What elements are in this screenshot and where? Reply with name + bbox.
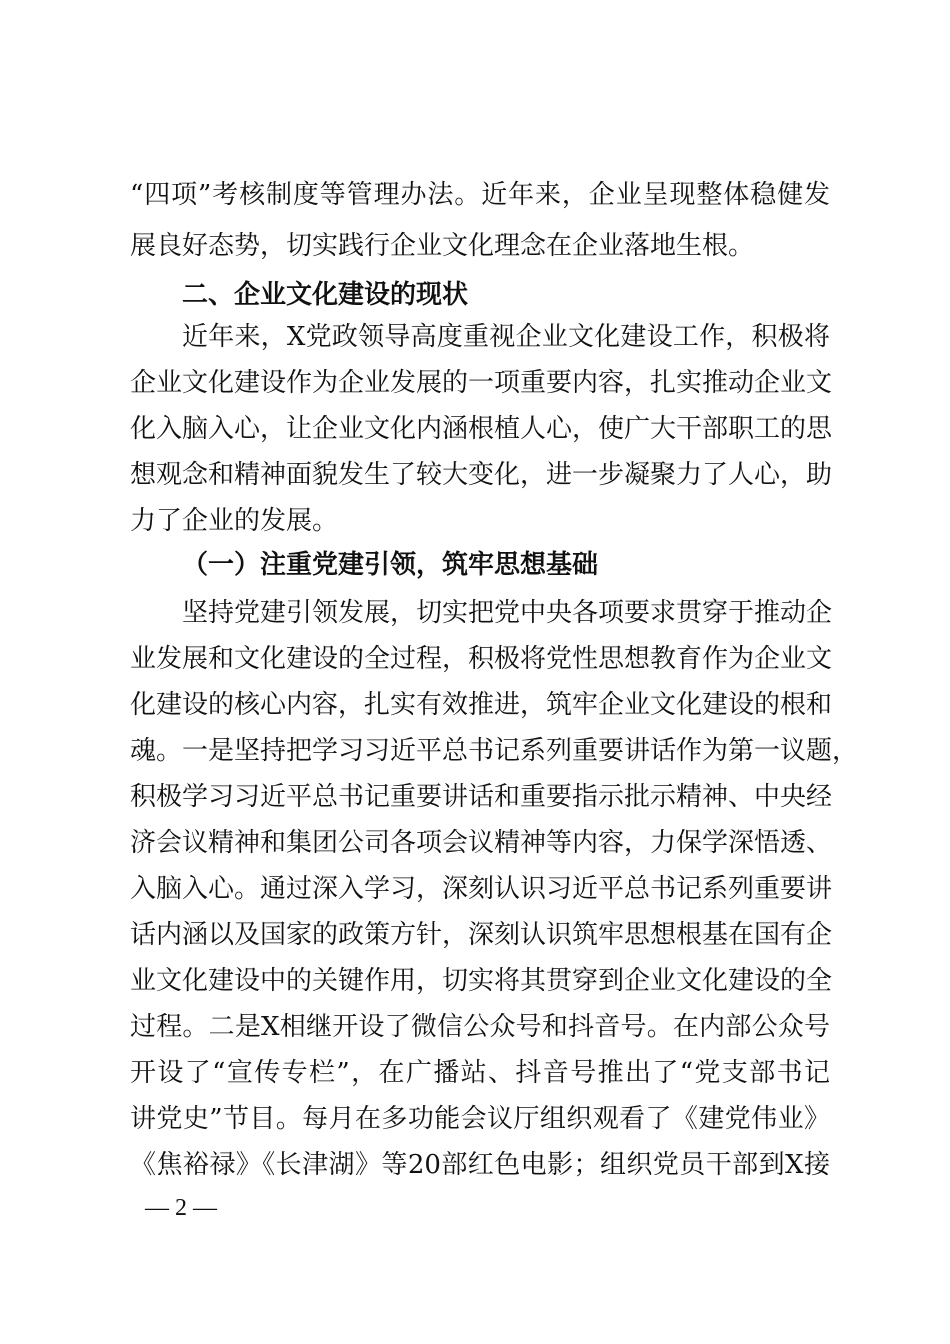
body-text-line: 入脑入心。通过深入学习，深刻认识习近平总书记系列重要讲 — [130, 874, 833, 904]
body-text-line: 《焦裕禄》《长津湖》等20部红色电影；组织党员干部到X接 — [130, 1150, 830, 1180]
body-text-line: 济会议精神和集团公司各项会议精神等内容，力保学深悟透、 — [130, 828, 833, 858]
body-text-line: 过程。二是X相继开设了微信公众号和抖音号。在内部公众号 — [130, 1012, 830, 1042]
page-number: — 2 — — [145, 1195, 217, 1221]
body-text-line: 积极学习习近平总书记重要讲话和重要指示批示精神、中央经 — [130, 782, 833, 812]
body-text-line: 近年来，X党政领导高度重视企业文化建设工作，积极将 — [182, 322, 830, 352]
body-text-line: 话内涵以及国家的政策方针，深刻认识筑牢思想根基在国有企 — [130, 920, 833, 950]
body-text-line: 力了企业的发展。 — [130, 506, 339, 536]
body-text-line: 化入脑入心，让企业文化内涵根植人心，使广大干部职工的思 — [130, 414, 833, 444]
body-text-line: 业发展和文化建设的全过程，积极将党性思想教育作为企业文 — [130, 644, 833, 674]
body-text-line: 开设了“宣传专栏”，在广播站、抖音号推出了“党支部书记 — [130, 1058, 830, 1088]
body-text-line: 企业文化建设作为企业发展的一项重要内容，扎实推动企业文 — [130, 368, 833, 398]
body-text-line: 业文化建设中的关键作用，切实将其贯穿到企业文化建设的全 — [130, 966, 833, 996]
subsection-heading: （一）注重党建引领，筑牢思想基础 — [182, 550, 599, 580]
body-text-line: “四项”考核制度等管理办法。近年来，企业呈现整体稳健发 — [130, 180, 830, 210]
body-text-line: 坚持党建引领发展，切实把党中央各项要求贯穿于推动企 — [182, 598, 833, 628]
body-text-line: 想观念和精神面貌发生了较大变化，进一步凝聚力了人心，助 — [130, 460, 833, 490]
body-text-line: 魂。一是坚持把学习习近平总书记系列重要讲话作为第一议题， — [130, 736, 859, 766]
section-heading: 二、企业文化建设的现状 — [182, 280, 469, 310]
body-text-line: 讲党史”节目。每月在多功能会议厅组织观看了《建党伟业》 — [130, 1104, 830, 1134]
body-text-line: 化建设的核心内容，扎实有效推进，筑牢企业文化建设的根和 — [130, 690, 833, 720]
body-text-line: 展良好态势，切实践行企业文化理念在企业落地生根。 — [130, 231, 755, 261]
